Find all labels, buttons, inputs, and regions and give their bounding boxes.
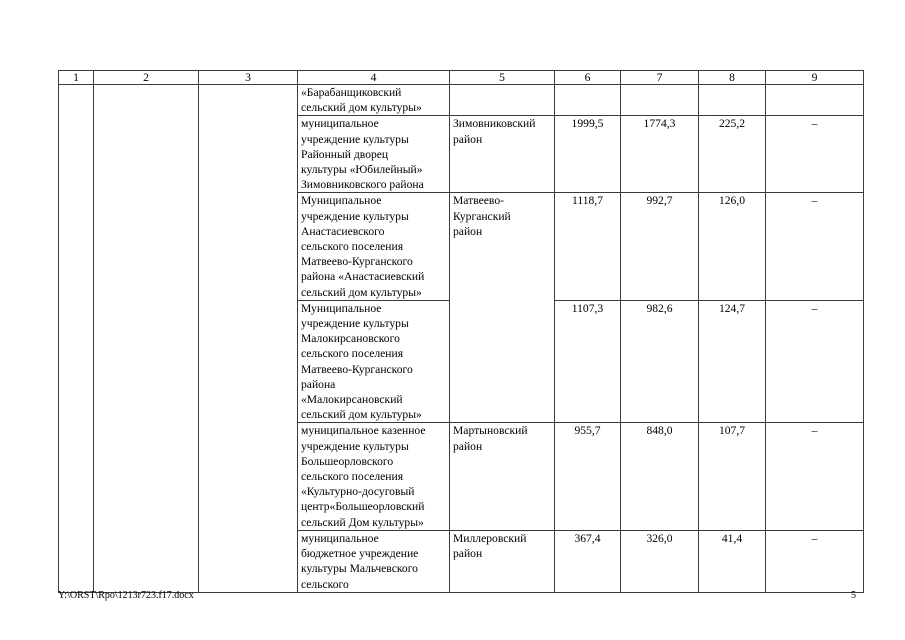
value-col9: [766, 85, 864, 116]
col-header-4: 4: [298, 71, 450, 85]
value-col6: 1999,5: [555, 116, 621, 193]
value-col6: 367,4: [555, 530, 621, 592]
value-col8: 107,7: [699, 423, 766, 530]
institution-name: Муниципальное учреждение культуры Малокирсановского сельского поселения Матвеево-Курганского района «Малокирсановский сельский дом культуры»: [298, 300, 450, 423]
footer-file-path: Y:\ORST\Rpo\1213r723.f17.docx: [58, 590, 194, 601]
value-col6: [555, 85, 621, 116]
col-header-8: 8: [699, 71, 766, 85]
value-col7: 982,6: [621, 300, 699, 423]
table-frame: [58, 70, 863, 591]
institution-name: Муниципальное учреждение культуры Анастасиевского сельского поселения Матвеево-Курганского района «Анастасиевский сельский дом культуры»: [298, 193, 450, 300]
value-col8: [699, 85, 766, 116]
district-name: [450, 85, 555, 116]
data-table: [58, 70, 864, 593]
institution-name: муниципальное казенное учреждение культуры Большеорловского сельского поселения «Культурно-досуговый центр«Большеорловский сельский Дом культуры»: [298, 423, 450, 530]
col-header-5: 5: [450, 71, 555, 85]
value-col8: 126,0: [699, 193, 766, 300]
value-col9: –: [766, 300, 864, 423]
value-col6: 1118,7: [555, 193, 621, 300]
footer-page-number: 5: [851, 590, 856, 601]
value-col9: –: [766, 116, 864, 193]
col-header-7: 7: [621, 71, 699, 85]
value-col6: 955,7: [555, 423, 621, 530]
institution-name: муниципальное бюджетное учреждение культуры Мальчевского сельского: [298, 530, 450, 592]
value-col7: 1774,3: [621, 116, 699, 193]
value-col7: 992,7: [621, 193, 699, 300]
col-header-2: 2: [94, 71, 199, 85]
value-col8: 124,7: [699, 300, 766, 423]
value-col9: –: [766, 530, 864, 592]
cell-col1: [59, 85, 94, 593]
district-name: Зимовниковский район: [450, 116, 555, 193]
cell-col3: [199, 85, 298, 593]
col-header-3: 3: [199, 71, 298, 85]
header-row: [59, 71, 864, 85]
value-col7: 326,0: [621, 530, 699, 592]
col-header-6: 6: [555, 71, 621, 85]
value-col8: 41,4: [699, 530, 766, 592]
district-name: Миллеровский район: [450, 530, 555, 592]
col-header-1: 1: [59, 71, 94, 85]
district-name: Матвеево- Курганский район: [450, 193, 555, 423]
district-name: Мартыновский район: [450, 423, 555, 530]
value-col7: [621, 85, 699, 116]
institution-name: муниципальное учреждение культуры Районный дворец культуры «Юбилейный» Зимовниковского района: [298, 116, 450, 193]
value-col6: 1107,3: [555, 300, 621, 423]
institution-name: «Барабанщиковский сельский дом культуры»: [298, 85, 450, 116]
value-col8: 225,2: [699, 116, 766, 193]
table-row: [59, 85, 864, 116]
value-col9: –: [766, 423, 864, 530]
value-col7: 848,0: [621, 423, 699, 530]
value-col9: –: [766, 193, 864, 300]
col-header-9: 9: [766, 71, 864, 85]
cell-col2: [94, 85, 199, 593]
